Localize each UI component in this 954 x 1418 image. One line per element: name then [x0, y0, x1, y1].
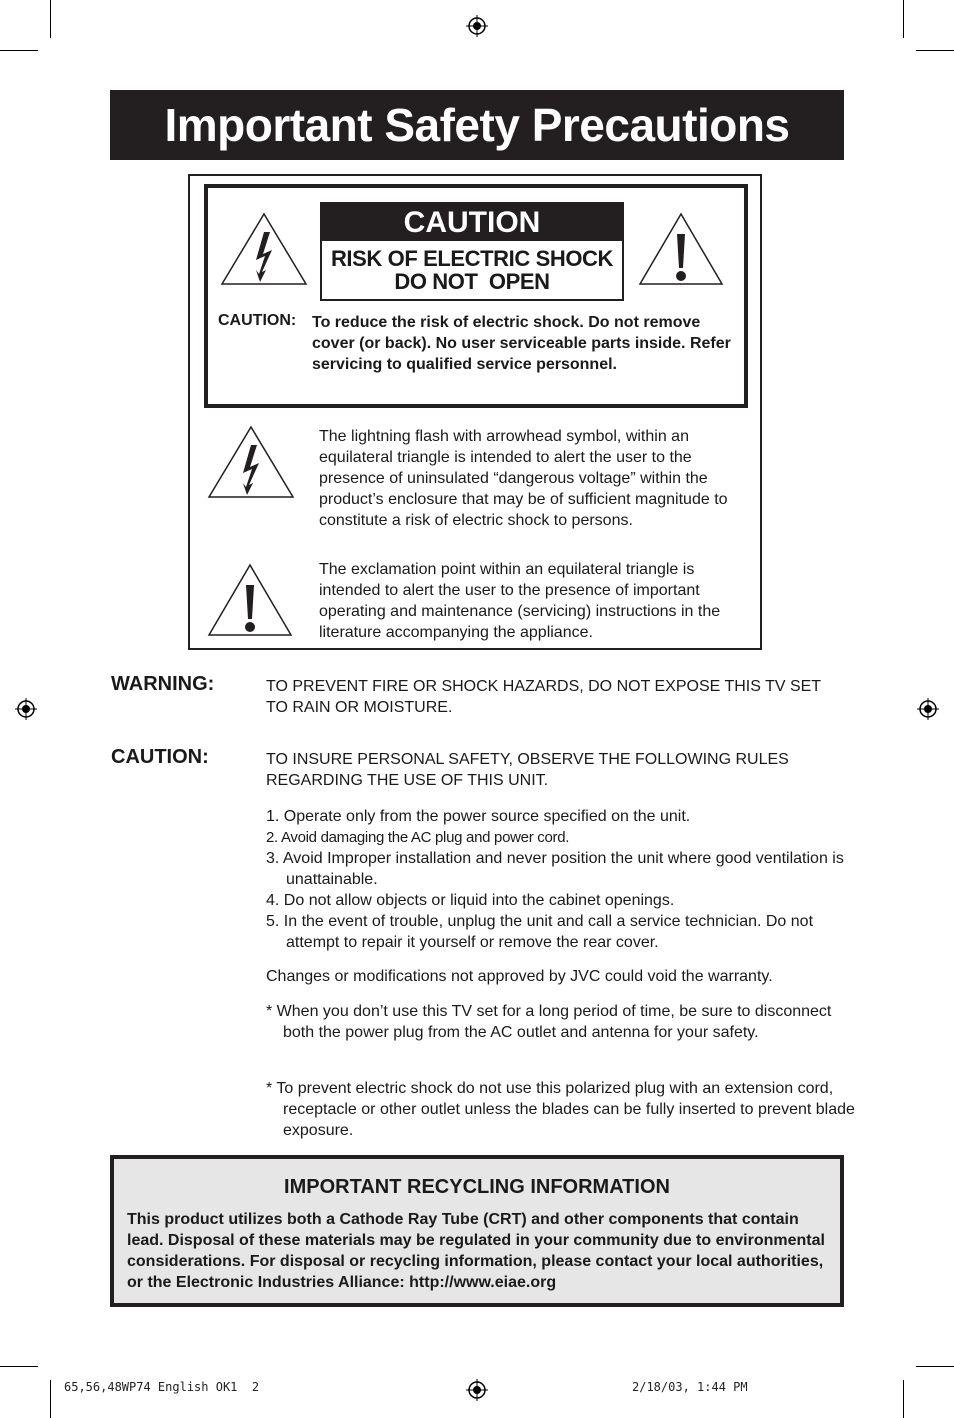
- list-item: 2. Avoid damaging the AC plug and power cord.: [266, 829, 570, 846]
- caution-note-label: CAUTION:: [218, 312, 297, 329]
- changes-note: Changes or modifications not approved by JVC could void the warranty.: [266, 968, 773, 985]
- footer-file-info: 65,56,48WP74 English OK1 2: [64, 1380, 260, 1394]
- crop-mark: [50, 0, 51, 38]
- list-item: 5. In the event of trouble, unplug the unit and call a service technician. Do not attempt to repair it yourself or remove the rear cover.: [266, 913, 814, 951]
- registration-mark-icon: [466, 1379, 488, 1401]
- crop-mark: [903, 1380, 904, 1418]
- footer-timestamp: 2/18/03, 1:44 PM: [632, 1380, 748, 1394]
- registration-mark-icon: [917, 698, 939, 720]
- registration-mark-icon: [466, 15, 488, 37]
- note-item: * When you don’t use this TV set for a long period of time, be sure to disconnect both the power plug from the AC outlet and antenna for your safety.: [266, 1003, 832, 1041]
- warning-label: WARNING:: [111, 673, 215, 695]
- exclamation-triangle-icon: [638, 212, 724, 286]
- safety-rules-list: [266, 806, 846, 953]
- caution-note-text: To reduce the risk of electric shock. Do not remove cover (or back). No user serviceable parts inside. Refer servicing to qualified service personnel.: [312, 314, 731, 373]
- do-not-open-line: DO NOT OPEN: [394, 269, 550, 294]
- exclamation-symbol-description: The exclamation point within an equilateral triangle is intended to alert the user to the presence of important operating and maintenance (servicing) instructions in the literature accompanying the appliance.: [319, 561, 721, 641]
- caution-heading: CAUTION: [322, 204, 622, 241]
- warning-text: TO PREVENT FIRE OR SHOCK HAZARDS, DO NOT EXPOSE THIS TV SET TO RAIN OR MOISTURE.: [266, 678, 821, 716]
- note-item: * To prevent electric shock do not use this polarized plug with an extension cord, receptacle or other outlet unless the blades can be fully inserted to prevent blade exposure.: [266, 1080, 855, 1139]
- page-title: Important Safety Precautions: [110, 90, 844, 160]
- caution-text: TO INSURE PERSONAL SAFETY, OBSERVE THE FOLLOWING RULES REGARDING THE USE OF THIS UNIT.: [266, 751, 789, 789]
- lightning-symbol-description: The lightning flash with arrowhead symbol, within an equilateral triangle is intended to alert the user to the presence of uninsulated “dangerous voltage” within the product’s enclosure that may be of sufficient magnitude to constitute a risk of electric shock to persons.: [319, 428, 728, 529]
- recycling-body: This product utilizes both a Cathode Ray Tube (CRT) and other components that contain lead. Disposal of these materials may be regulated in your community due to environmental considerations. For disposal or recycling information, please contact your local authorities, or the Electronic Industries Alliance: http://www.eiae.org: [127, 1211, 825, 1291]
- recycling-info-box: [110, 1155, 844, 1307]
- recycling-title: IMPORTANT RECYCLING INFORMATION: [284, 1176, 670, 1198]
- list-item: 1. Operate only from the power source specified on the unit.: [266, 808, 691, 825]
- caution-label: CAUTION:: [111, 746, 209, 768]
- crop-mark: [916, 1366, 954, 1367]
- crop-mark: [50, 1380, 51, 1418]
- registration-mark-icon: [15, 698, 37, 720]
- caution-sticker: [320, 202, 624, 301]
- list-item: 4. Do not allow objects or liquid into the cabinet openings.: [266, 892, 675, 909]
- crop-mark: [0, 50, 38, 51]
- crop-mark: [0, 1366, 38, 1367]
- crop-mark: [916, 50, 954, 51]
- lightning-triangle-icon: [207, 425, 295, 499]
- list-item: 3. Avoid Improper installation and never position the unit where good ventilation is unattainable.: [266, 850, 844, 888]
- lightning-triangle-icon: [220, 212, 308, 286]
- risk-line: RISK OF ELECTRIC SHOCK: [330, 246, 614, 271]
- crop-mark: [903, 0, 904, 38]
- exclamation-triangle-icon: [207, 563, 293, 637]
